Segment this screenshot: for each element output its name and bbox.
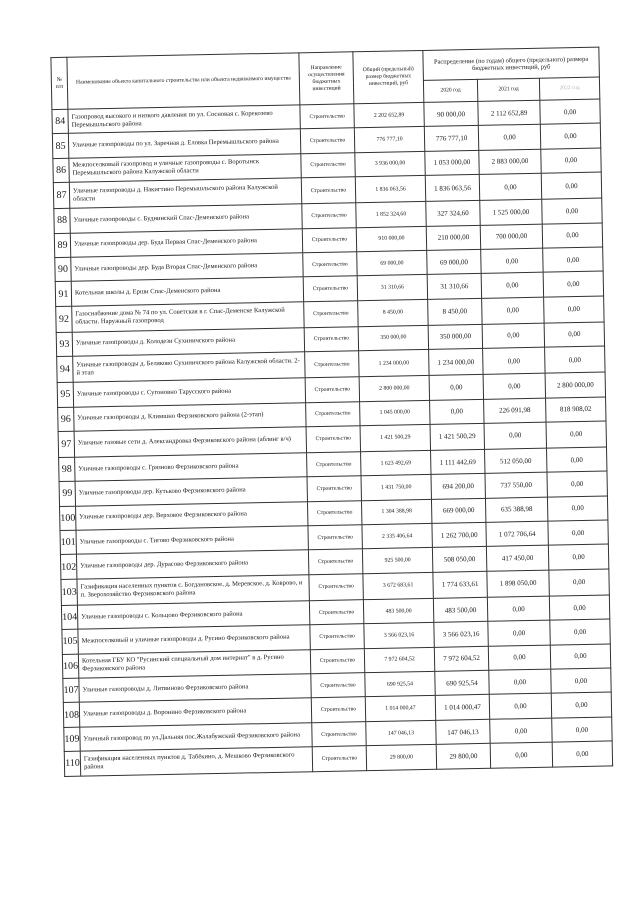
- investment-table: [50, 47, 613, 777]
- row-number: 91: [55, 282, 71, 307]
- amount-2022: 0,00: [543, 247, 603, 273]
- total-amount: 1 234 000,00: [359, 350, 429, 377]
- amount-2022: 0,00: [550, 644, 610, 670]
- object-name: Уличные газопроводы дер. Буда Первая Спас-Деменского района: [70, 228, 302, 257]
- amount-2020: 1 836 063,56: [425, 175, 479, 202]
- row-number: 95: [57, 382, 73, 407]
- investment-direction: Строительство: [301, 177, 355, 204]
- row-number: 108: [63, 703, 79, 728]
- amount-2021: 2 883 000,00: [479, 149, 541, 175]
- amount-2022: 2 800 000,00: [545, 372, 605, 398]
- amount-2021: 1 898 050,00: [487, 570, 549, 597]
- header-direction: Направление осуществления бюджетных инвестиций: [299, 52, 354, 105]
- amount-2020: 1 421 500,29: [430, 423, 484, 450]
- amount-2020: 1 774 633,61: [433, 571, 487, 598]
- total-amount: 69 000,00: [357, 250, 427, 276]
- object-name: Межпоселковый газопровод и уличные газопроводы с. Воротынск Перемышльского района Калужской области: [69, 154, 301, 183]
- amount-2020: 1 262 700,00: [432, 522, 486, 547]
- amount-2021: 0,00: [489, 669, 551, 695]
- investment-direction: Строительство: [310, 648, 364, 673]
- total-amount: 3 672 683,61: [363, 572, 433, 599]
- object-name: Уличные газопроводы с. Буднинский Спас-Деменского района: [70, 204, 302, 233]
- amount-2020: 483 500,00: [433, 597, 487, 622]
- object-name: Уличные газопроводы д. Литвиново Ферзиковского района: [79, 674, 311, 703]
- amount-2021: 0,00: [488, 620, 550, 646]
- row-number: 107: [63, 678, 79, 703]
- amount-2021: 0,00: [484, 422, 546, 449]
- total-amount: 925 500,00: [362, 548, 432, 574]
- row-number: 105: [62, 629, 78, 654]
- object-name: Котельная ГБУ КО "Русинский специальный дом интернат" в д. Русино Ферзиковского района: [78, 649, 310, 678]
- amount-2021: 1 525 000,00: [480, 199, 542, 225]
- total-amount: 690 925,54: [365, 671, 435, 697]
- row-number: 85: [52, 134, 68, 159]
- amount-2021: 0,00: [481, 273, 543, 299]
- amount-2020: 8 450,00: [428, 298, 482, 325]
- amount-2020: 7 972 604,52: [434, 646, 488, 671]
- investment-direction: Строительство: [300, 128, 354, 153]
- row-number: 110: [64, 751, 80, 776]
- amount-2021: 1 072 706,64: [486, 521, 548, 547]
- total-amount: 2 800 000,00: [359, 376, 429, 402]
- object-name: Котельная школы д. Ерши Спас-Деменского района: [71, 277, 303, 306]
- amount-2022: 0,00: [547, 496, 607, 522]
- amount-2020: 69 000,00: [427, 249, 481, 274]
- amount-2020: 1 014 000,47: [435, 695, 489, 720]
- amount-2022: 0,00: [552, 741, 612, 767]
- row-number: 99: [59, 482, 75, 507]
- table-body: [52, 99, 613, 776]
- object-name: Газоснабжение дома № 74 по ул. Советская в г. Спас-Деменске Калужской области. Наружный газопровод: [72, 302, 304, 332]
- amount-2020: 350 000,00: [428, 324, 482, 349]
- total-amount: 8 450,00: [358, 299, 428, 326]
- amount-2022: 0,00: [549, 569, 610, 596]
- investment-direction: Строительство: [303, 252, 357, 277]
- amount-2020: 3 566 023,16: [434, 622, 488, 647]
- amount-2021: 0,00: [479, 173, 541, 200]
- row-number: 84: [52, 109, 68, 134]
- total-amount: 2 335 406,64: [362, 523, 432, 549]
- amount-2021: 0,00: [489, 694, 551, 720]
- amount-2021: 0,00: [483, 347, 545, 374]
- investment-direction: Строительство: [304, 300, 358, 327]
- amount-2022: 0,00: [547, 447, 607, 473]
- amount-2020: 31 310,66: [427, 274, 481, 299]
- row-number: 103: [61, 579, 77, 605]
- amount-2022: 0,00: [548, 544, 608, 570]
- total-amount: 147 046,13: [366, 720, 436, 746]
- amount-2020: 147 046,13: [436, 719, 490, 744]
- investment-direction: Строительство: [307, 452, 361, 477]
- object-name: Уличные газопроводы с. Кольцово Ферзиковского района: [77, 601, 309, 630]
- header-num: № п/п: [51, 57, 68, 109]
- object-name: Уличные газопроводы д. Накигтино Перемышльского района Калужской области: [69, 178, 301, 208]
- row-number: 87: [53, 182, 69, 208]
- investment-direction: Строительство: [303, 276, 357, 301]
- object-name: Уличные газовые сети д. Александровка Ферзиковского района (аблинг в/ч): [74, 427, 306, 457]
- amount-2021: 0,00: [490, 718, 552, 744]
- total-amount: 1 623 492,69: [361, 450, 431, 476]
- total-amount: 776 777,10: [354, 127, 424, 153]
- total-amount: 1 836 063,56: [355, 176, 425, 203]
- row-number: 109: [64, 727, 80, 752]
- object-name: Межпоселковый и уличные газопроводы д. Русино Ферзиковского района: [78, 625, 310, 654]
- header-year-2021: 2021 год: [477, 78, 539, 101]
- object-name: Уличные газопроводы дер. Кутьково Ферзиковского района: [75, 477, 307, 506]
- object-name: Уличные газопроводы с. Тигово Ферзиковского района: [76, 526, 308, 555]
- object-name: Уличные газопроводы по ул. Заречная д. Еловка Перемышльского района: [68, 129, 300, 158]
- investment-direction: Строительство: [311, 697, 365, 722]
- investment-direction: Строительство: [302, 227, 356, 252]
- amount-2021: 0,00: [483, 373, 545, 399]
- object-name: Уличные газопроводы д. Беляково Сухиничского района Калужской области. 2-й этап: [73, 352, 305, 382]
- total-amount: 1 431 750,00: [361, 475, 431, 501]
- investment-direction: Строительство: [309, 574, 363, 601]
- object-name: Уличные газопроводы д. Колодези Сухиничского района: [72, 328, 304, 357]
- amount-2022: 0,00: [551, 692, 611, 718]
- amount-2021: 0,00: [482, 297, 544, 324]
- amount-2022: 0,00: [540, 99, 600, 125]
- total-amount: 31 310,66: [357, 275, 427, 301]
- row-number: 98: [59, 457, 75, 482]
- amount-2021: 226 091,98: [484, 398, 546, 424]
- amount-2020: 0,00: [429, 374, 483, 399]
- investment-direction: Строительство: [305, 377, 359, 402]
- amount-2020: 690 925,54: [435, 670, 489, 695]
- amount-2022: 0,00: [550, 619, 610, 645]
- object-name: Уличные газопроводы дер. Буда Вторая Спас-Деменского района: [71, 253, 303, 282]
- object-name: Газопровод высокого и низкого давления по ул. Сосновая с. Корекозево Перемышльского района: [68, 105, 300, 134]
- object-name: Уличный газопровод по ул.Дальняя пос.Жалабужский Ферзиковского района: [80, 723, 312, 752]
- row-number: 88: [54, 208, 70, 233]
- amount-2021: 700 000,00: [480, 224, 542, 250]
- object-name: Газификация населенных пунктов д. Табёкино, д. Мешково Ферзиковского района: [80, 747, 312, 776]
- row-number: 104: [61, 605, 77, 630]
- total-amount: 910 000,00: [356, 226, 426, 252]
- amount-2020: 0,00: [430, 399, 484, 424]
- header-name: Наименование объекта капитального строительства или объекта недвижимого имущества: [67, 53, 300, 109]
- row-number: 92: [56, 306, 72, 332]
- total-amount: 3 936 000,00: [355, 151, 425, 177]
- total-amount: 1 852 324,60: [356, 202, 426, 228]
- amount-2020: 210 000,00: [426, 225, 480, 250]
- amount-2022: 0,00: [547, 471, 607, 497]
- investment-direction: Строительство: [310, 624, 364, 649]
- total-amount: 29 800,00: [366, 745, 436, 771]
- amount-2021: 417 450,00: [486, 546, 548, 572]
- amount-2022: 0,00: [551, 668, 611, 694]
- header-distribution: Распределение (по годам) общего (предельного) размера бюджетных инвестиций, руб: [423, 47, 600, 80]
- investment-direction: Строительство: [305, 351, 359, 378]
- header-year-2020: 2020 год: [423, 79, 477, 102]
- row-number: 94: [57, 356, 73, 382]
- amount-2022: 0,00: [542, 198, 602, 224]
- object-name: Уличные газопроводы с. Грязново Ферзиковского района: [75, 453, 307, 482]
- amount-2020: 90 000,00: [424, 101, 478, 126]
- amount-2022: 0,00: [544, 322, 604, 348]
- row-number: 100: [60, 506, 76, 531]
- amount-2020: 1 234 000,00: [429, 348, 483, 375]
- investment-direction: Строительство: [307, 476, 361, 501]
- row-number: 106: [62, 654, 78, 679]
- object-name: Уличные газопроводы д. Воронино Ферзиковского района: [79, 698, 311, 727]
- amount-2022: 0,00: [541, 148, 601, 174]
- amount-2022: 0,00: [542, 223, 602, 249]
- amount-2022: 0,00: [540, 123, 600, 149]
- investment-direction: Строительство: [306, 426, 360, 453]
- row-number: 93: [56, 332, 72, 357]
- object-name: Уличные газопроводы с. Сугоновно Тарусского района: [73, 378, 305, 407]
- amount-2021: 0,00: [478, 125, 540, 151]
- investment-direction: Строительство: [308, 549, 362, 574]
- row-number: 89: [54, 233, 70, 258]
- amount-2021: 737 550,00: [485, 472, 547, 498]
- investment-direction: Строительство: [302, 203, 356, 228]
- amount-2020: 1 111 442,69: [431, 449, 485, 474]
- investment-direction: Строительство: [307, 500, 361, 525]
- amount-2022: 0,00: [543, 271, 603, 297]
- total-amount: 1 014 000,47: [365, 696, 435, 722]
- amount-2021: 635 388,98: [485, 497, 547, 523]
- amount-2021: 2 112 652,89: [478, 100, 540, 126]
- investment-direction: Строительство: [306, 401, 360, 426]
- total-amount: 7 972 604,52: [364, 647, 434, 673]
- amount-2022: 0,00: [541, 172, 602, 199]
- row-number: 102: [60, 555, 76, 580]
- row-number: 101: [60, 530, 76, 555]
- amount-2022: 0,00: [545, 346, 606, 373]
- amount-2022: 0,00: [548, 520, 608, 546]
- amount-2021: 0,00: [482, 323, 544, 349]
- amount-2022: 0,00: [544, 296, 605, 323]
- amount-2021: 0,00: [490, 742, 552, 768]
- row-number: 97: [58, 431, 74, 457]
- object-name: Уличные газопроводы дер. Дурасово Ферзиковского района: [76, 550, 308, 579]
- investment-direction: Строительство: [309, 600, 363, 625]
- total-amount: 1 421 500,29: [360, 424, 430, 451]
- total-amount: 1 304 388,98: [361, 499, 431, 525]
- header-year-2022: 2022 год: [539, 77, 599, 100]
- total-amount: 350 000,00: [358, 325, 428, 351]
- total-amount: 2 202 652,89: [354, 102, 424, 128]
- amount-2020: 29 800,00: [436, 743, 490, 768]
- investment-direction: Строительство: [312, 721, 366, 746]
- total-amount: 483 500,00: [363, 598, 433, 624]
- total-amount: 1 045 000,00: [360, 400, 430, 426]
- header-total: Общий (предельный) размер бюджетных инвестиций, руб: [353, 50, 424, 103]
- investment-direction: Строительство: [300, 104, 354, 129]
- amount-2021: 0,00: [481, 248, 543, 274]
- amount-2020: 327 324,60: [426, 201, 480, 226]
- amount-2021: 0,00: [488, 645, 550, 671]
- investment-direction: Строительство: [312, 746, 366, 771]
- object-name: Уличные газопроводы дер. Верховое Ферзиковского района: [76, 501, 308, 530]
- investment-direction: Строительство: [301, 153, 355, 178]
- amount-2020: 694 200,00: [431, 474, 485, 499]
- investment-direction: Строительство: [308, 525, 362, 550]
- amount-2020: 776 777,10: [424, 126, 478, 151]
- row-number: 90: [55, 257, 71, 282]
- amount-2022: 0,00: [546, 421, 607, 448]
- amount-2021: 0,00: [487, 596, 549, 622]
- object-name: Газификация населенных пунктов с. Богдановское, д. Меревское, д. Коврово, и п. Зверохозяйство Ферзиковского района: [77, 575, 309, 605]
- amount-2022: 818 908,02: [546, 397, 606, 423]
- row-number: 86: [53, 158, 69, 183]
- investment-direction: Строительство: [311, 673, 365, 698]
- amount-2020: 669 000,00: [431, 498, 485, 523]
- object-name: Уличные газопроводы д. Климшно Ферзиковского района (2-этап): [74, 402, 306, 431]
- amount-2021: 512 050,00: [485, 448, 547, 474]
- amount-2022: 0,00: [552, 717, 612, 743]
- investment-direction: Строительство: [304, 326, 358, 351]
- amount-2020: 1 053 000,00: [425, 150, 479, 175]
- row-number: 96: [58, 407, 74, 432]
- amount-2020: 508 050,00: [432, 547, 486, 572]
- total-amount: 3 566 023,16: [364, 623, 434, 649]
- amount-2022: 0,00: [549, 595, 609, 621]
